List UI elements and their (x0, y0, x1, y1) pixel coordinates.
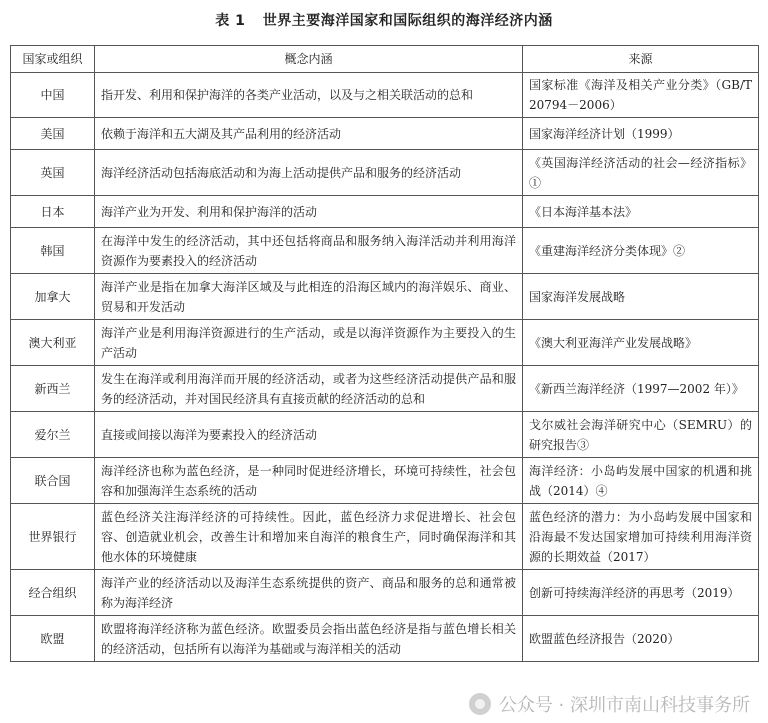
row-country: 澳大利亚 (11, 320, 95, 366)
row-source: 国家标准《海洋及相关产业分类》（GB/T 20794－2006） (523, 73, 759, 118)
row-source: 《澳大利亚海洋产业发展战略》 (523, 320, 759, 366)
table-row (11, 320, 759, 366)
row-concept: 依赖于海洋和五大湖及其产品利用的经济活动 (95, 118, 523, 150)
table-row (11, 196, 759, 228)
table-row (11, 150, 759, 196)
row-source: 创新可持续海洋经济的再思考（2019） (523, 570, 759, 616)
row-country: 加拿大 (11, 274, 95, 320)
watermark-text: 公众号 · 深圳市南山科技事务所 (498, 695, 750, 716)
row-concept: 发生在海洋或利用海洋而开展的经济活动，或者为这些经济活动提供产品和服务的经济活动，并对国民经济具有直接贡献的经济活动的总和 (95, 366, 523, 412)
header-source: 来源 (523, 46, 759, 73)
row-concept: 海洋产业为开发、利用和保护海洋的活动 (95, 196, 523, 228)
row-country: 欧盟 (11, 616, 95, 662)
table-caption: 世界主要海洋国家和国际组织的海洋经济内涵 (262, 13, 553, 29)
table-row (11, 274, 759, 320)
row-concept: 海洋产业是利用海洋资源进行的生产活动，或是以海洋资源作为主要投入的生产活动 (95, 320, 523, 366)
row-country: 世界银行 (11, 504, 95, 570)
row-source: 戈尔威社会海洋研究中心（SEMRU）的研究报告③ (523, 412, 759, 458)
row-source: 欧盟蓝色经济报告（2020） (523, 616, 759, 662)
wechat-watermark (469, 691, 750, 717)
ocean-economy-table (10, 45, 759, 662)
row-country: 韩国 (11, 228, 95, 274)
table-number: 表 1 (215, 13, 246, 29)
row-source: 《日本海洋基本法》 (523, 196, 759, 228)
row-country: 英国 (11, 150, 95, 196)
table-title (0, 10, 768, 30)
row-concept: 欧盟将海洋经济称为蓝色经济。欧盟委员会指出蓝色经济是指与蓝色增长相关的经济活动，包括所有以海洋为基础或与海洋相关的活动 (95, 616, 523, 662)
row-source: 《新西兰海洋经济（1997—2002 年）》 (523, 366, 759, 412)
table-row (11, 616, 759, 662)
table-row (11, 458, 759, 504)
table-row (11, 228, 759, 274)
row-source: 国家海洋经济计划（1999） (523, 118, 759, 150)
table-row (11, 570, 759, 616)
wechat-logo-icon (469, 693, 491, 715)
row-country: 经合组织 (11, 570, 95, 616)
row-concept: 海洋经济也称为蓝色经济，是一种同时促进经济增长，环境可持续性，社会包容和加强海洋生态系统的活动 (95, 458, 523, 504)
row-concept: 海洋产业是指在加拿大海洋区域及与此相连的沿海区域内的海洋娱乐、商业、贸易和开发活动 (95, 274, 523, 320)
row-source: 蓝色经济的潜力：为小岛屿发展中国家和沿海最不发达国家增加可持续利用海洋资源的长期效益（2017） (523, 504, 759, 570)
row-concept: 在海洋中发生的经济活动，其中还包括将商品和服务纳入海洋活动并利用海洋资源作为要素投入的经济活动 (95, 228, 523, 274)
row-source: 国家海洋发展战略 (523, 274, 759, 320)
header-concept: 概念内涵 (95, 46, 523, 73)
row-country: 新西兰 (11, 366, 95, 412)
row-concept: 指开发、利用和保护海洋的各类产业活动，以及与之相关联活动的总和 (95, 73, 523, 118)
row-source: 海洋经济：小岛屿发展中国家的机遇和挑战（2014）④ (523, 458, 759, 504)
row-concept: 海洋产业的经济活动以及海洋生态系统提供的资产、商品和服务的总和通常被称为海洋经济 (95, 570, 523, 616)
header-country: 国家或组织 (11, 46, 95, 73)
row-concept: 直接或间接以海洋为要素投入的经济活动 (95, 412, 523, 458)
row-concept: 海洋经济活动包括海底活动和为海上活动提供产品和服务的经济活动 (95, 150, 523, 196)
row-country: 中国 (11, 73, 95, 118)
row-country: 爱尔兰 (11, 412, 95, 458)
row-concept: 蓝色经济关注海洋经济的可持续性。因此，蓝色经济力求促进增长、社会包容、创造就业机会，改善生计和增加来自海洋的粮食生产，同时确保海洋和其他水体的环境健康 (95, 504, 523, 570)
table-row (11, 412, 759, 458)
row-source: 《重建海洋经济分类体现》② (523, 228, 759, 274)
row-country: 联合国 (11, 458, 95, 504)
table-header-row (11, 46, 759, 73)
table-row (11, 366, 759, 412)
row-source: 《英国海洋经济活动的社会—经济指标》① (523, 150, 759, 196)
row-country: 美国 (11, 118, 95, 150)
table-row (11, 504, 759, 570)
row-country: 日本 (11, 196, 95, 228)
table-row (11, 73, 759, 118)
table-row (11, 118, 759, 150)
